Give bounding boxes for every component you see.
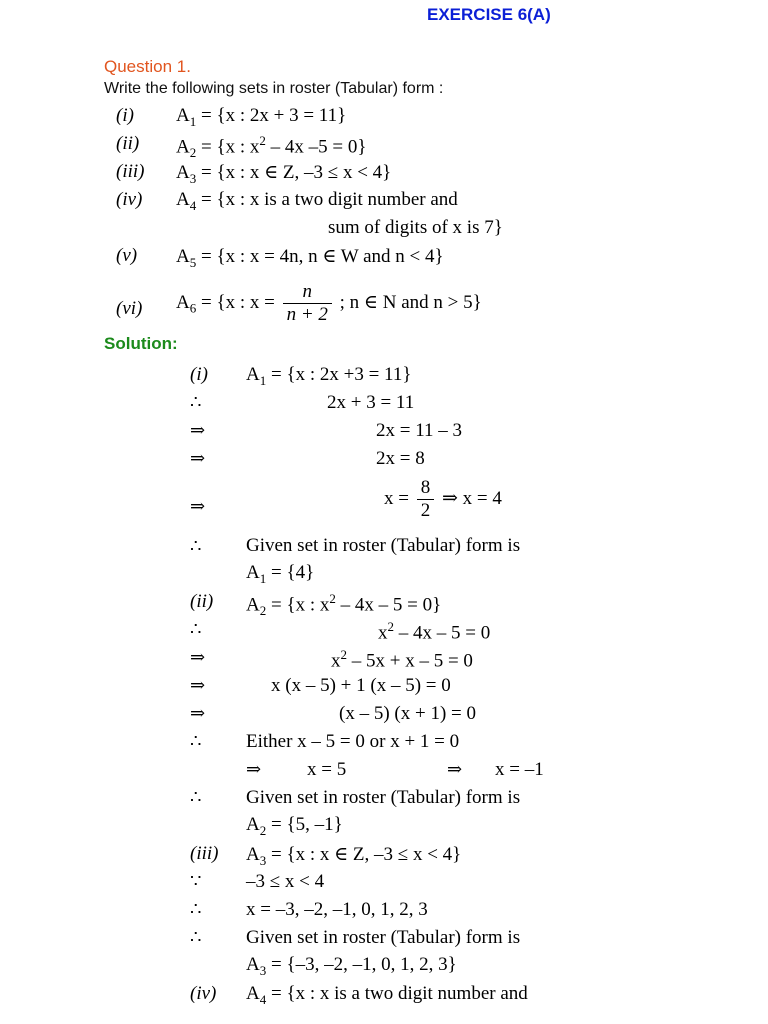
- implies-symbol: ⇒: [190, 448, 206, 468]
- question-item-i: $A_1 = \{x$ : 2x + 3 = 11}: [176, 105, 347, 129]
- because-symbol: ∵: [190, 871, 202, 891]
- sol-i-given: Given set in roster (Tabular) form is: [246, 535, 521, 556]
- sol-iii-step2: x = –3, –2, –1, 0, 1, 2, 3: [246, 899, 428, 920]
- question-item-vi: $A_6 = \{x$ : x = $\frac{n}{n + 2}$ ; n ∈ N and n > 5}: [176, 281, 482, 325]
- sol-ii-answer: $A_2 = \{5$, –1}: [246, 814, 343, 838]
- item-label-v: (v): [116, 245, 138, 266]
- therefore-symbol: ∴: [190, 787, 202, 807]
- sol-iii-header: $A_3 = \{x$ : x ∈ Z, –3 ≤ x < 4}: [246, 844, 462, 868]
- fraction-8-over-2: $\frac{8}{2}$: [417, 477, 435, 522]
- implies-symbol: ⇒: [190, 496, 206, 516]
- implies-symbol: ⇒: [190, 703, 206, 723]
- sol-iii-given: Given set in roster (Tabular) form is: [246, 927, 521, 948]
- sol-ii-root1: x = 5: [307, 759, 347, 780]
- therefore-symbol: ∴: [190, 731, 202, 751]
- sol-iii-step1: –3 ≤ x < 4: [246, 871, 325, 892]
- sol-ii-given: Given set in roster (Tabular) form is: [246, 787, 521, 808]
- sol-ii-step1: $x^2 - 4x - 5 = 0$: [378, 619, 491, 644]
- sol-i-step4: x = $\frac{8}{2}$ ⇒ x = 4: [384, 477, 502, 521]
- sol-ii-root2: x = –1: [495, 759, 544, 780]
- question-item-iv: $A_4 = \{x$ : x is a two digit number and: [176, 189, 458, 213]
- sol-ii-either: Either x – 5 = 0 or x + 1 = 0: [246, 731, 460, 752]
- sol-ii-step4: (x – 5) (x + 1) = 0: [339, 703, 476, 724]
- sol-ii-step3: x (x – 5) + 1 (x – 5) = 0: [271, 675, 451, 696]
- item-label-ii: (ii): [116, 133, 140, 154]
- implies-symbol: ⇒: [447, 759, 463, 779]
- item-label-iii: (iii): [116, 161, 145, 182]
- sol-i-header: $A_1 = \{x$ : 2x +3 = 11}: [246, 364, 412, 388]
- question-instruction: Write the following sets in roster (Tabular) form :: [104, 80, 444, 97]
- sol-ii-step2: $x^2 - 5x + x - 5 = 0$: [331, 647, 473, 672]
- therefore-symbol: ∴: [190, 899, 202, 919]
- sol-ii-header: $A_2 = \{x$ : $x^2 - 4x - 5 = 0$}: [246, 591, 442, 619]
- therefore-symbol: ∴: [190, 619, 202, 639]
- sol-label-ii: (ii): [190, 591, 214, 612]
- sol-i-step1: 2x + 3 = 11: [327, 392, 415, 413]
- item-label-vi: (vi): [116, 298, 143, 319]
- implies-symbol: ⇒: [190, 420, 206, 440]
- question-item-v: $A_5 = \{x$ : x = 4n, n ∈ W and n < 4}: [176, 246, 444, 270]
- page-title: EXERCISE 6(A): [427, 5, 551, 24]
- fraction-n-over-n-plus-2: $\frac{n}{n + 2}$: [283, 281, 332, 326]
- implies-symbol: ⇒: [246, 759, 262, 779]
- sol-i-step2: 2x = 11 – 3: [376, 420, 463, 441]
- question-item-ii: $A_2 = \{x$ : $x^2 - 4x$ –5 = 0}: [176, 133, 367, 161]
- implies-symbol: ⇒: [190, 675, 206, 695]
- therefore-symbol: ∴: [190, 536, 202, 556]
- solution-title: Solution:: [104, 334, 178, 353]
- item-label-i: (i): [116, 105, 134, 126]
- sol-i-answer: $A_1 = \{4\}$: [246, 562, 315, 586]
- therefore-symbol: ∴: [190, 927, 202, 947]
- item-label-iv: (iv): [116, 189, 143, 210]
- sol-iv-header: $A_4 = \{x$ : x is a two digit number and: [246, 983, 528, 1007]
- implies-symbol: ⇒: [190, 647, 206, 667]
- sol-iii-answer: $A_3 = \{-3$, –2, –1, 0, 1, 2, 3}: [246, 954, 457, 978]
- therefore-symbol: ∴: [190, 392, 202, 412]
- question-item-iv-cont: sum of digits of x is 7}: [328, 217, 503, 238]
- question-item-iii: $A_3 = \{x$ : x ∈ Z, –3 ≤ x < 4}: [176, 162, 392, 186]
- question-title: Question 1.: [104, 57, 191, 76]
- sol-i-step3: 2x = 8: [376, 448, 425, 469]
- sol-label-i: (i): [190, 364, 208, 385]
- sol-label-iii: (iii): [190, 843, 219, 864]
- sol-label-iv: (iv): [190, 983, 217, 1004]
